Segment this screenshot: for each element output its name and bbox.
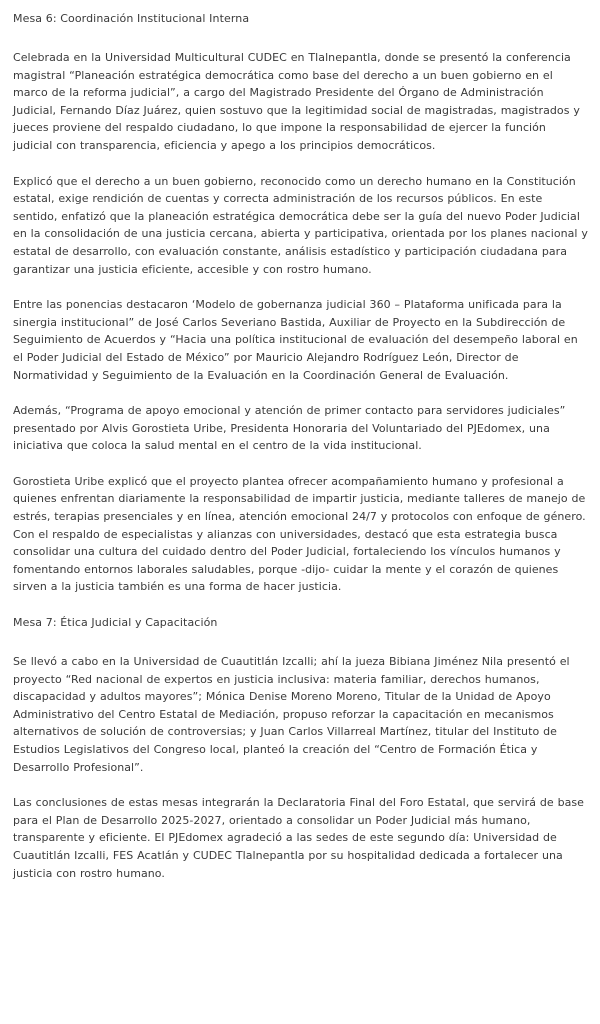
section-heading-mesa-6: Mesa 6: Coordinación Institucional Interna <box>13 12 250 25</box>
paragraph: Las conclusiones de estas mesas integrarán la Declaratoria Final del Foro Estatal, que servirá de base para el Plan de Desarrollo 2025-2027, orientado a consolidar un Poder Judicial más humano, transparente y eficiente. El PJEdomex agradeció a las sedes de este segundo día: Universidad de Cuautitlán Izcalli, FES Acatlán y CUDEC Tlalnepantla por su hospitalidad dedicada a fortalecer una justicia con rostro humano. <box>13 796 584 880</box>
paragraph: Se llevó a cabo en la Universidad de Cuautitlán Izcalli; ahí la jueza Bibiana Jiménez Nila presentó el proyecto “Red nacional de expertos en justicia inclusiva: materia familiar, derechos humanos, discapacidad y adultos mayores”; Mónica Denise Moreno Moreno, Titular de la Unidad de Apoyo Administrativo del Centro Estatal de Mediación, propuso reforzar la capacitación en mecanismos alternativos de solución de controversias; y Juan Carlos Villarreal Martínez, titular del Instituto de Estudios Legislativos del Congreso local, planteó la creación del “Centro de Formación Ética y Desarrollo Profesional”. <box>13 655 570 774</box>
paragraph: Además, “Programa de apoyo emocional y atención de primer contacto para servidores judiciales” presentado por Alvis Gorostieta Uribe, Presidenta Honoraria del Voluntariado del PJEdomex, una iniciativa que coloca la salud mental en el centro de la vida institucional. <box>13 404 566 453</box>
section-heading-mesa-7: Mesa 7: Ética Judicial y Capacitación <box>13 616 218 630</box>
paragraph: Entre las ponencias destacaron ‘Modelo de gobernanza judicial 360 – Plataforma unificada para la sinergia institucional” de José Carlos Severiano Bastida, Auxiliar de Proyecto en la Subdirección de Seguimiento de Acuerdos y “Hacia una política institucional de evaluación del desempeño laboral en el Poder Judicial del Estado de México” por Mauricio Alejandro Rodríguez León, Director de Normatividad y Seguimiento de la Evaluación en la Coordinación General de Evaluación. <box>13 298 578 382</box>
paragraph: Celebrada en la Universidad Multicultural CUDEC en Tlalnepantla, donde se presentó la conferencia magistral “Planeación estratégica democrática como base del derecho a un buen gobierno en el marco de la reforma judicial”, a cargo del Magistrado Presidente del Órgano de Administración Judicial, Fernando Díaz Juárez, quien sostuvo que la legitimidad social de magistradas, magistrados y jueces proviene del respaldo ciudadano, lo que impone la responsabilidad de ejercer la función judicial con transparencia, eficiencia y apego a los principios democráticos. <box>13 51 580 152</box>
paragraph: Explicó que el derecho a un buen gobierno, reconocido como un derecho humano en la Constitución estatal, exige rendición de cuentas y correcta administración de los recursos públicos. En este sentido, enfatizó que la planeación estratégica democrática debe ser la guía del nuevo Poder Judicial en la consolidación de una justicia cercana, abierta y participativa, orientada por los planes nacional y estatal de desarrollo, con evaluación constante, análisis estadístico y participación ciudadana para garantizar una justicia eficiente, accesible y con rostro humano. <box>13 174 588 276</box>
paragraph: Gorostieta Uribe explicó que el proyecto plantea ofrecer acompañamiento humano y profesional a quienes enfrentan diariamente la responsabilidad de impartir justicia, mediante talleres de manejo de estrés, terapias presenciales y en línea, atención emocional 24/7 y protocolos con enfoque de género. Con el respaldo de especialistas y alianzas con universidades, destacó que esta estrategia busca consolidar una cultura del cuidado dentro del Poder Judicial, fortaleciendo los vínculos humanos y fomentando entornos laborales saludables, porque -dijo- cuidar la mente y el corazón de quienes sirven a la justicia también es una forma de hacer justicia. <box>13 474 586 594</box>
